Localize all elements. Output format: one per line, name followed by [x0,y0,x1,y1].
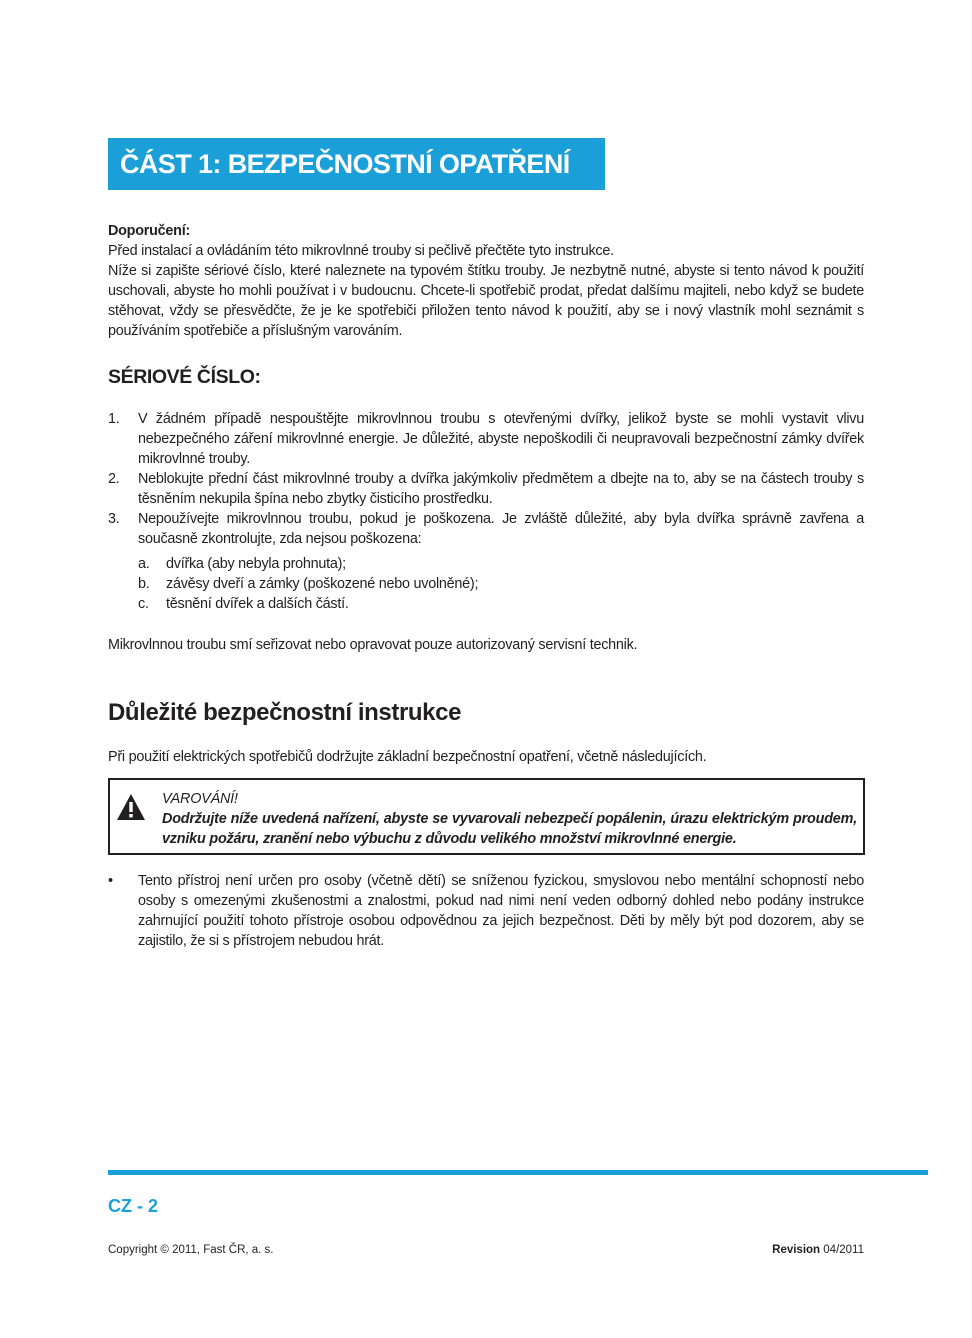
list-text: těsnění dvířek a dalších částí. [166,596,349,612]
revision-value: 04/2011 [823,1244,864,1256]
bullet-text: Tento přístroj není určen pro osoby (včetně dětí) se sníženou fyzickou, smyslovou nebo mentální schopností nebo osoby s omezenými zkušenostmi a znalostmi, pokud nad nimi není veden odborný dohled nebo podány instrukce zahrnující použití tohoto přístroje osobou odpovědnou za jejich bezpečnost. Děti by měly být pod dozorem, aby se zajistilo, že si s přístrojem nebudou hrát. [138,873,864,949]
footer-rule [108,1170,928,1175]
list-text: dvířka (aby nebyla prohnuta); [166,556,346,572]
sub-list-item [108,574,864,594]
revision [772,1244,864,1256]
list-letter: b. [138,576,150,592]
list-item [108,409,864,469]
revision-label: Revision [772,1244,821,1256]
section-title: ČÁST 1: BEZPEČNOSTNÍ OPATŘENÍ [108,138,605,190]
bullet-item [108,871,864,951]
list-number: 1. [108,411,120,427]
recommendation-paragraph: Níže si zapište sériové číslo, které naleznete na typovém štítku trouby. Je nezbytně nutné, abyste si tento návod k použití uschovali, abyste ho mohli používat i v budoucnu. Chcete-li spotřebič prodat, předat dalšímu majiteli, nebo když se budete stěhovat, vždy se přesvědčte, že je ke spotřebiči přiložen tento návod k použití, aby se i nový vlastník mohl seznámit s používáním spotřebiče a příslušným varováním. [108,263,864,339]
list-letter: c. [138,596,149,612]
list-item [108,469,864,509]
list-number: 2. [108,471,120,487]
warning-box [108,778,865,855]
sub-list-item [108,554,864,574]
warning-triangle-icon [116,792,146,827]
list-text: Nepoužívejte mikrovlnnou troubu, pokud je poškozena. Je zvláště důležité, aby byla dvířka správně zavřena a současně zkontrolujte, zda nejsou poškozena: [138,511,864,547]
list-letter: a. [138,556,150,572]
serial-list [108,409,864,614]
important-heading: Důležité bezpečnostní instrukce [108,699,462,726]
warning-text: Dodržujte níže uvedená nařízení, abyste se vyvarovali nebezpečí popálenin, úrazu elektrickým proudem, vzniku požáru, zranění nebo výbuchu z důvodu velikého množství mikrovlnné energie. [162,811,857,847]
list-text: závěsy dveří a zámky (poškozené nebo uvolněné); [166,576,479,592]
recommendation-block [108,221,864,341]
copyright: Copyright © 2011, Fast ČR, a. s. [108,1244,274,1256]
list-text: V žádném případě nespouštějte mikrovlnnou troubu s otevřenými dvířky, jelikož byste se mohli vystavit vlivu nebezpečného záření mikrovlnné energie. Je důležité, abyste nepoškodili či neupravovali bezpečnostní zámky dvířek mikrovlnné trouby. [138,411,864,467]
serial-heading: SÉRIOVÉ ČÍSLO: [108,366,261,388]
list-number: 3. [108,511,120,527]
service-note: Mikrovlnnou troubu smí seřizovat nebo opravovat pouze autorizovaný servisní technik. [108,637,638,653]
important-intro: Při použití elektrických spotřebičů dodržujte základní bezpečnostní opatření, včetně následujících. [108,749,707,765]
recommendation-heading: Doporučení: [108,223,190,239]
list-item [108,509,864,549]
page-number: CZ - 2 [108,1196,159,1216]
sub-list-item [108,594,864,614]
bullet-icon: • [108,873,113,889]
list-text: Neblokujte přední část mikrovlnné trouby a dvířka jakýmkoliv předmětem a dbejte na to, aby se na částech trouby s těsněním nekupila špína nebo zbytky čisticího prostředku. [138,471,864,507]
warning-title: VAROVÁNÍ! [162,791,238,807]
recommendation-line: Před instalací a ovládáním této mikrovlnné trouby si pečlivě přečtěte tyto instrukce. [108,243,614,259]
